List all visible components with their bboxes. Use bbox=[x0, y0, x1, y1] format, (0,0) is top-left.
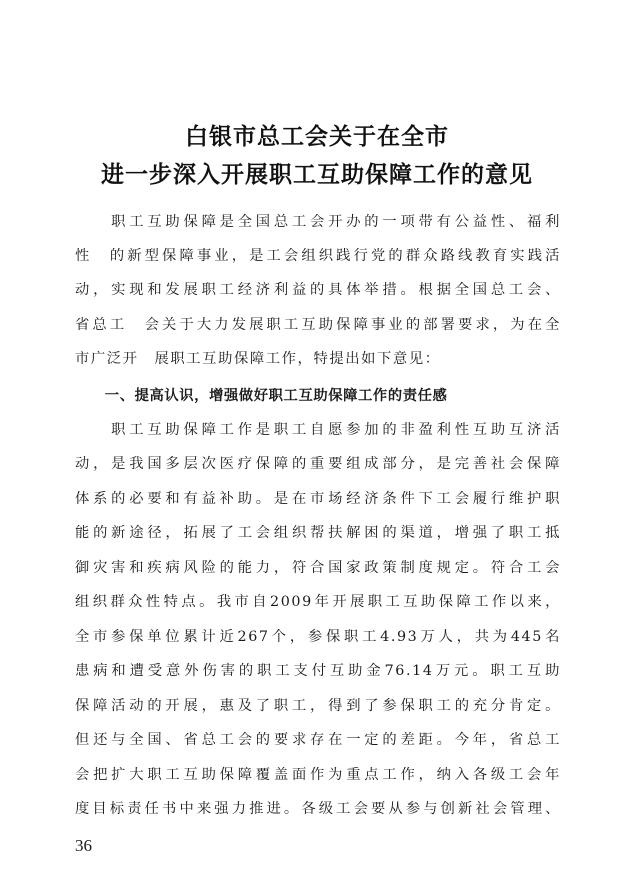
paragraph-line: 组织群众性特点。我市自2009年开展职工互助保障工作以来， bbox=[75, 594, 561, 610]
paragraph-line: 患病和遭受意外伤害的职工支付互助金76.14万元。职工互助 bbox=[75, 663, 561, 679]
paragraph-line: 保障活动的开展，惠及了职工，得到了参保职工的充分肯定。 bbox=[75, 698, 561, 714]
document-title-line-1: 白银市总工会关于在全市 bbox=[185, 124, 449, 150]
paragraph-line: 省总工 会关于大力发展职工互助保障事业的部署要求，为在全 bbox=[75, 317, 561, 333]
paragraph-line: 能的新途径，拓展了工会组织帮扶解困的渠道，增强了职工抵 bbox=[75, 525, 561, 541]
paragraph-line: 动，是我国多层次医疗保障的重要组成部分，是完善社会保障 bbox=[75, 456, 561, 472]
paragraph-line: 会把扩大职工互助保障覆盖面作为重点工作，纳入各级工会年 bbox=[75, 767, 561, 783]
paragraph-line: 御灾害和疾病风险的能力，符合国家政策制度规定。符合工会 bbox=[75, 560, 561, 576]
paragraph-line: 性 的新型保障事业，是工会组织践行党的群众路线教育实践活 bbox=[75, 248, 561, 264]
paragraph-line: 但还与全国、省总工会的要求存在一定的差距。今年，省总工 bbox=[75, 732, 561, 748]
paragraph-line: 动，实现和发展职工经济利益的具体举措。根据全国总工会、 bbox=[75, 282, 561, 298]
paragraph-line: 职工互助保障是全国总工会开办的一项带有公益性、福利 bbox=[75, 214, 561, 230]
paragraph-line: 职工互助保障工作是职工自愿参加的非盈利性互助互济活 bbox=[75, 422, 561, 438]
paragraph-line: 度目标责任书中来强力推进。各级工会要从参与创新社会管理、 bbox=[75, 801, 561, 817]
paragraph-line: 市广泛开 展职工互助保障工作，特提出如下意见： bbox=[75, 351, 441, 367]
document-title-line-2: 进一步深入开展职工互助保障工作的意见 bbox=[101, 162, 533, 188]
paragraph-line: 全市参保单位累计近267个，参保职工4.93万人，共为445名 bbox=[75, 629, 561, 645]
page-number: 36 bbox=[75, 836, 92, 855]
section-heading: 一、提高认识，增强做好职工互助保障工作的责任感 bbox=[75, 388, 448, 404]
paragraph-line: 体系的必要和有益补助。是在市场经济条件下工会履行维护职 bbox=[75, 491, 561, 507]
